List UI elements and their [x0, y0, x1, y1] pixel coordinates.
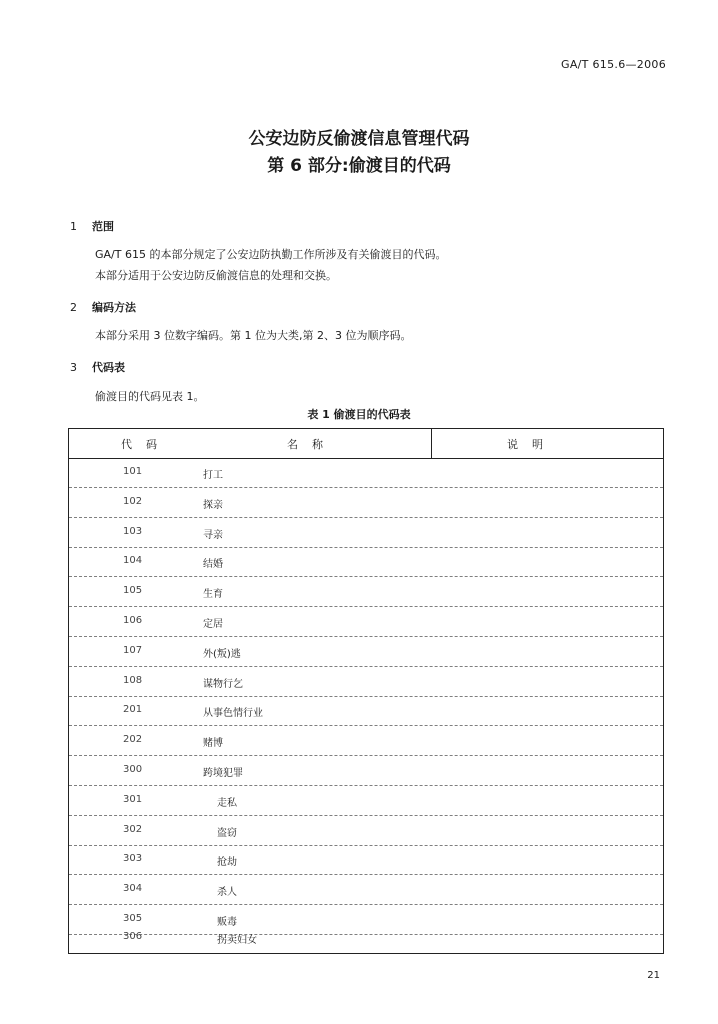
section-title: 代码表 — [92, 361, 125, 374]
row-code: 202 — [123, 734, 143, 746]
row-name: 杀人 — [217, 887, 237, 899]
section-number: 1 — [70, 220, 77, 233]
table-row — [69, 816, 663, 846]
table-row — [69, 786, 663, 816]
header-code: 代码 — [121, 438, 171, 451]
row-code: 108 — [123, 674, 143, 686]
row-code: 301 — [123, 793, 143, 805]
code-table — [68, 428, 664, 954]
row-name: 拐卖妇女 — [217, 935, 257, 946]
row-name: 定居 — [203, 619, 223, 630]
standard-code: GA/T 615.6—2006 — [561, 58, 666, 71]
row-code: 104 — [123, 555, 143, 567]
table-row — [69, 607, 663, 637]
page-number: 21 — [647, 970, 660, 981]
row-name: 从事色情行业 — [203, 708, 263, 720]
table-row — [69, 696, 663, 726]
row-name: 盗窃 — [217, 827, 237, 839]
row-code: 106 — [123, 615, 143, 626]
paragraph: 本部分采用 3 位数字编码。第 1 位为大类,第 2、3 位为顺序码。 — [95, 329, 412, 342]
table-row — [69, 577, 663, 607]
row-code: 305 — [123, 913, 143, 924]
section-heading-code-table — [70, 359, 125, 375]
row-name: 探亲 — [203, 499, 223, 511]
table-caption: 表 1 偷渡目的代码表 — [307, 408, 411, 421]
section-title: 范围 — [92, 220, 114, 233]
table-row — [69, 756, 663, 786]
table-row — [69, 667, 663, 697]
row-name: 打工 — [203, 470, 223, 481]
row-name: 跨境犯罪 — [203, 768, 243, 779]
section-heading-scope — [70, 218, 114, 234]
section-number: 3 — [70, 361, 77, 374]
row-code: 306 — [123, 931, 143, 942]
row-code: 302 — [123, 823, 143, 835]
section-title: 编码方法 — [92, 301, 136, 314]
table-row — [69, 875, 663, 905]
row-code: 303 — [123, 853, 143, 865]
row-code: 103 — [123, 525, 143, 537]
table-row — [69, 458, 663, 488]
row-code: 101 — [123, 466, 143, 477]
table-header — [69, 429, 663, 459]
header-description: 说明 — [507, 438, 557, 451]
row-code: 201 — [123, 704, 143, 716]
document-subtitle: 第 6 部分:偷渡目的代码 — [267, 156, 451, 176]
row-code: 102 — [123, 495, 143, 507]
section-number: 2 — [70, 301, 77, 314]
table-row — [69, 923, 663, 953]
row-name: 谋物行乞 — [203, 678, 243, 690]
row-name: 抢劫 — [217, 857, 237, 869]
row-name: 生育 — [203, 589, 223, 601]
row-name: 走私 — [217, 797, 237, 809]
row-code: 107 — [123, 644, 143, 656]
header-name: 名称 — [287, 438, 337, 451]
table-row — [69, 637, 663, 667]
table-row — [69, 488, 663, 518]
row-name: 外(叛)逃 — [203, 648, 241, 660]
paragraph: 偷渡目的代码见表 1。 — [95, 390, 205, 403]
row-name: 结婚 — [203, 559, 223, 571]
row-code: 105 — [123, 585, 143, 597]
row-name: 赌博 — [203, 738, 223, 750]
row-name: 贩毒 — [217, 917, 237, 928]
table-row — [69, 845, 663, 875]
row-name: 寻亲 — [203, 529, 223, 541]
paragraph: 本部分适用于公安边防反偷渡信息的处理和交换。 — [95, 269, 337, 282]
table-row — [69, 547, 663, 577]
table-row — [69, 518, 663, 548]
row-code: 300 — [123, 764, 143, 775]
column-divider — [431, 429, 432, 458]
paragraph: GA/T 615 的本部分规定了公安边防执勤工作所涉及有关偷渡目的代码。 — [95, 248, 447, 261]
row-code: 304 — [123, 883, 143, 895]
document-title: 公安边防反偷渡信息管理代码 — [248, 129, 470, 149]
table-row — [69, 726, 663, 756]
section-heading-coding-method — [70, 299, 136, 315]
